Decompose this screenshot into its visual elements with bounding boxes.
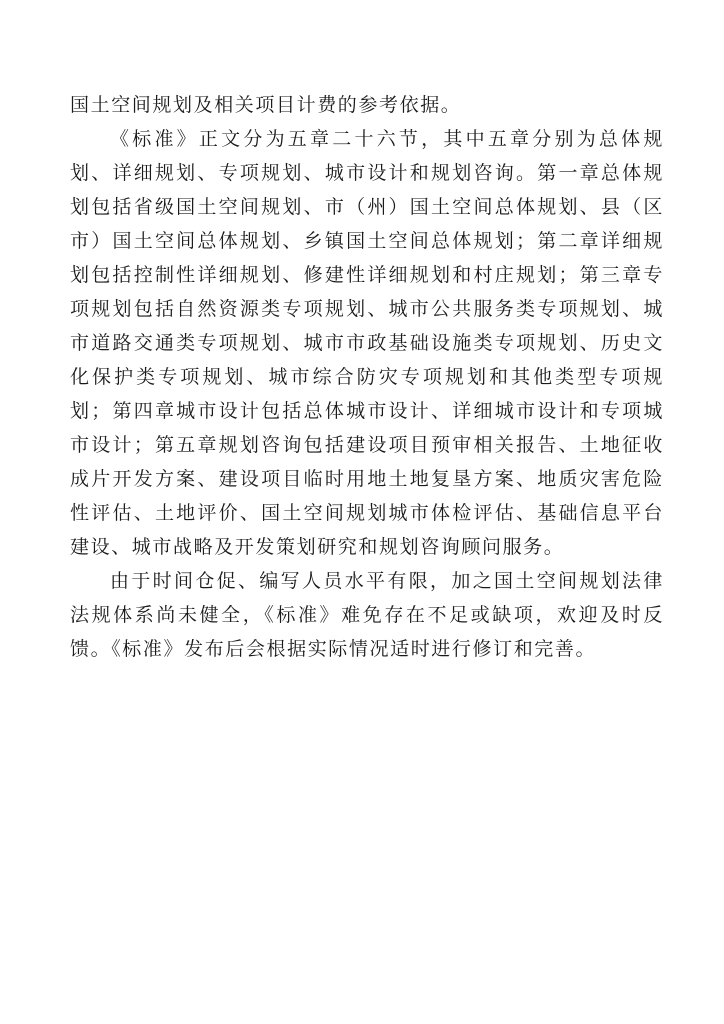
paragraph-standard-structure: 《标准》正文分为五章二十六节，其中五章分别为总体规划、详细规划、专项规划、城市设计和规划咨询。第一章总体规划包括省级国土空间规划、市（州）国土空间总体规划、县（区市）国土空间总体规划、乡镇国土空间总体规划；第二章详细规划包括控制性详细规划、修建性详细规划和村庄规划；第三章专项规划包括自然资源类专项规划、城市公共服务类专项规划、城市道路交通类专项规划、城市市政基础设施类专项规划、历史文化保护类专项规划、城市综合防灾专项规划和其他类型专项规划；第四章城市设计包括总体城市设计、详细城市设计和专项城市设计；第五章规划咨询包括建设项目预审相关报告、土地征收成片开发方案、建设项目临时用地土地复垦方案、地质灾害危险性评估、土地评价、国土空间规划城市体检评估、基础信息平台建设、城市战略及开发策划研究和规划咨询顾问服务。 [70,128,664,558]
document-body [70,88,664,666]
paragraph-feedback: 由于时间仓促、编写人员水平有限，加之国土空间规划法律法规体系尚未健全，《标准》难免存在不足或缺项，欢迎及时反馈。《标准》发布后会根据实际情况适时进行修订和完善。 [70,570,664,660]
paragraph-continued: 国土空间规划及相关项目计费的参考依据。 [70,94,462,116]
